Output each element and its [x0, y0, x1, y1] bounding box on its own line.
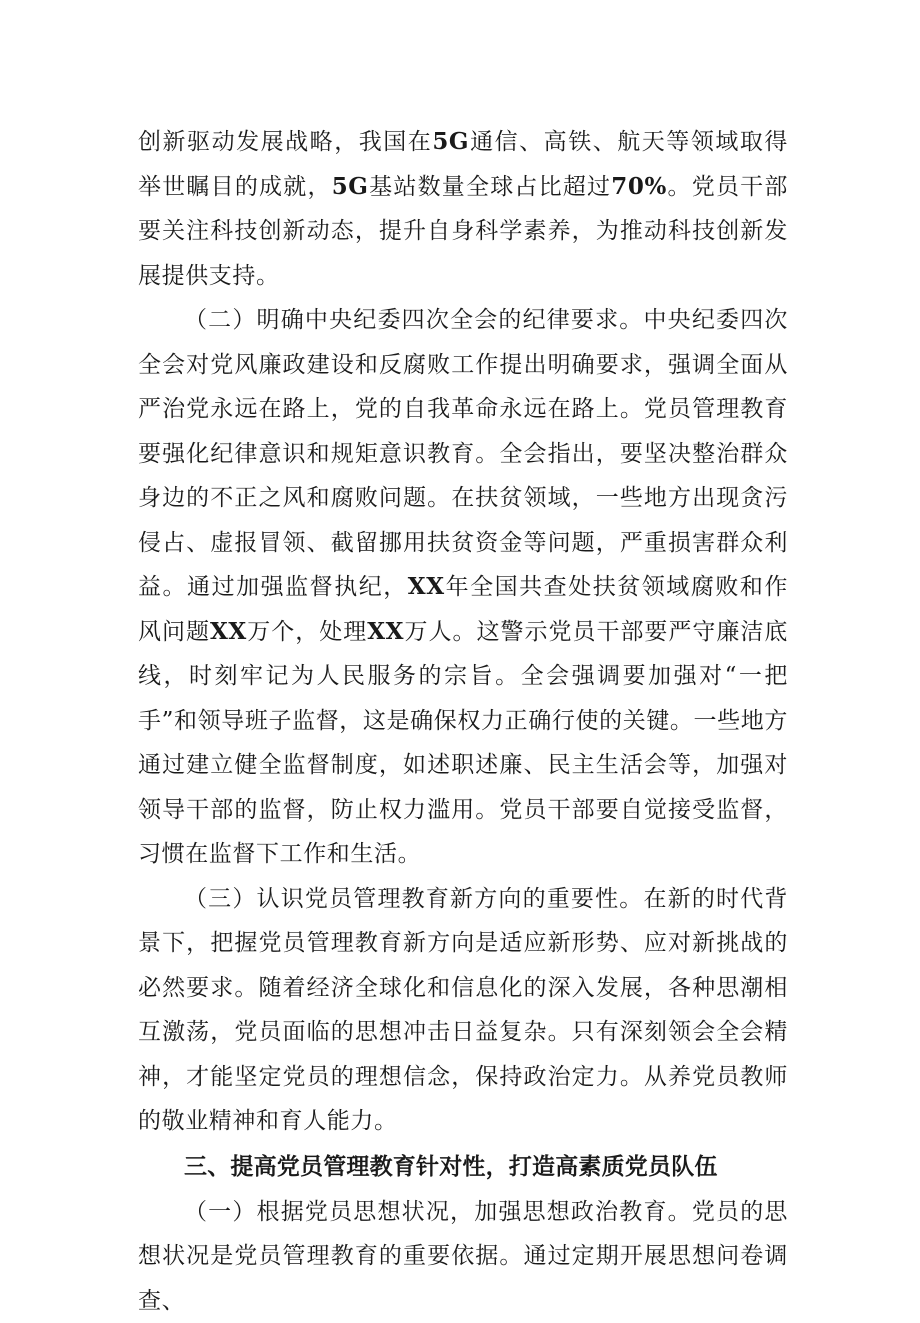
text-run: 基站数量全球占比超过	[369, 174, 612, 200]
text-run: 通信、高铁、航天等领域取得举世瞩目的成就，	[138, 129, 788, 200]
text-run-bold: 5G	[332, 173, 369, 200]
text-run: （三）认识党员管理教育新方向的重要性。在新的时代背景下，把握党员管理教育新方向是适应新形势、应对新挑战的必然要求。随着经济全球化和信息化的深入发展，各种思潮相互激荡，党员面临的思想冲击日益复杂。只有深刻领会全会精神，才能坚定党员的理想信念，保持政治定力。从养党员教师的敬业精神和育人能力。	[138, 886, 788, 1135]
text-run-bold: XX	[210, 618, 247, 645]
paragraph-ideological-education: （一）根据党员思想状况，加强思想政治教育。党员的思想状况是党员管理教育的重要依据。通过定期开展思想问卷调查、	[138, 1190, 788, 1323]
text-run-bold: 5G	[432, 128, 469, 155]
paragraph-tech-innovation	[138, 120, 788, 298]
text-run: 创新驱动发展战略，我国在	[138, 129, 432, 155]
paragraph-discipline-requirements	[138, 298, 788, 877]
text-run-bold: XX	[367, 618, 404, 645]
text-run-bold: 70%	[611, 173, 667, 200]
paragraph-new-direction	[138, 877, 788, 1144]
text-run: （二）明确中央纪委四次全会的纪律要求。中央纪委四次全会对党风廉政建设和反腐败工作提出明确要求，强调全面从严治党永远在路上，党的自我革命永远在路上。党员管理教育要强化纪律意识和规矩意识教育。全会指出，要坚决整治群众身边的不正之风和腐败问题。在扶贫领域，一些地方出现贪污侵占、虚报冒领、截留挪用扶贫资金等问题，严重损害群众利益。通过加强监督执纪，	[138, 307, 788, 600]
section-heading: 三、提高党员管理教育针对性，打造高素质党员队伍	[138, 1144, 788, 1190]
text-run-bold: XX	[408, 573, 445, 600]
text-run: 万个，处理	[247, 619, 367, 645]
text-run: 万人。这警示党员干部要严守廉洁底线，时刻牢记为人民服务的宗旨。全会强调要加强对“一把手”和领导班子监督，这是确保权力正确行使的关键。一些地方通过建立健全监督制度，如述职述廉、民主生活会等，加强对领导干部的监督，防止权力滥用。党员干部要自觉接受监督，习惯在监督下工作和生活。	[138, 619, 788, 868]
document-body	[138, 120, 788, 1323]
text-run: 年全国共查处扶贫领域腐败和作风问题	[138, 574, 788, 645]
text-run: 。党员干部要关注科技创新动态，提升自身科学素养，为推动科技创新发展提供支持。	[138, 174, 788, 289]
